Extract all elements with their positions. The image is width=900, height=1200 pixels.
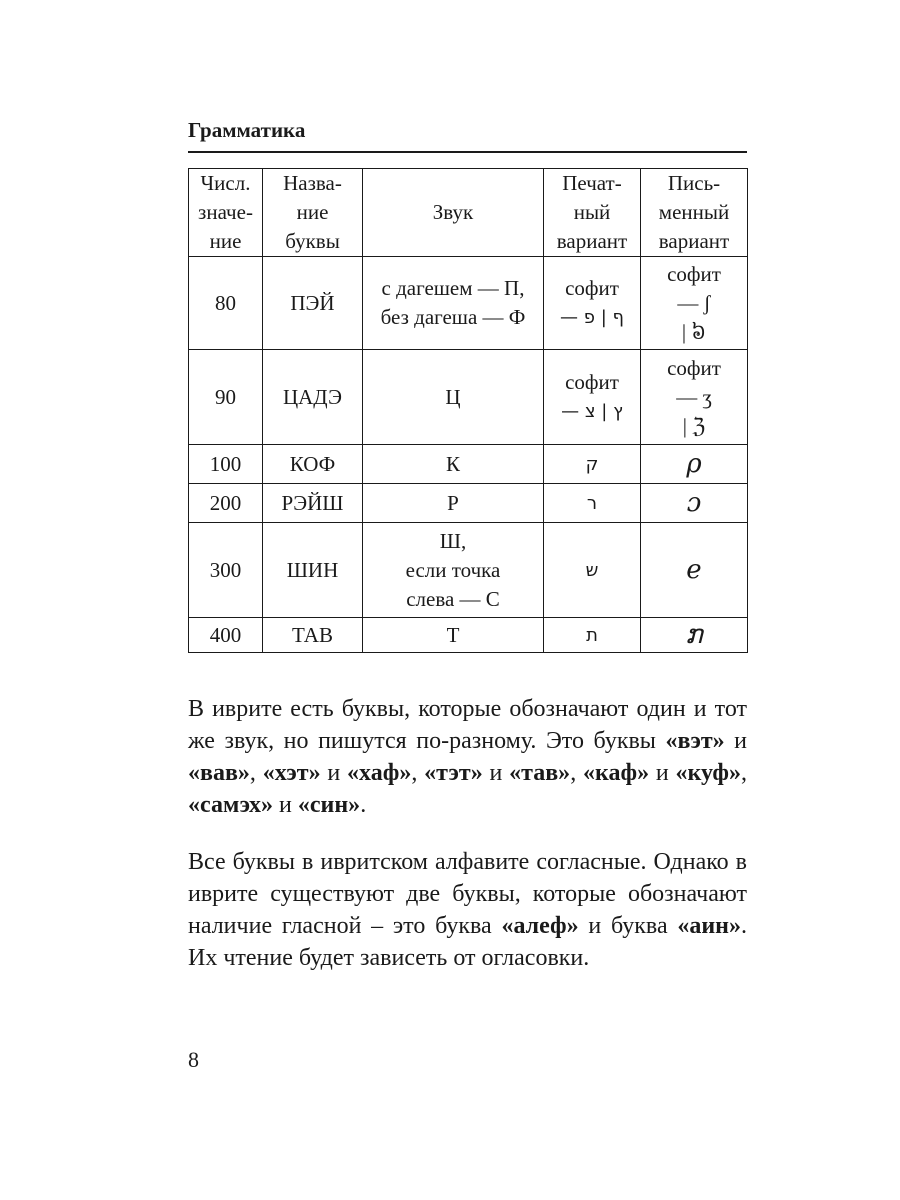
table-row [189,618,748,653]
table-header-row [189,169,748,257]
table-row [189,523,748,618]
hebrew-letters-table [188,168,748,653]
cell-name: ТАВ [263,618,363,653]
page-number: 8 [188,1047,199,1072]
cell-written: софит — ʃ | ៦ [641,257,748,350]
cell-printed: ת [544,618,641,653]
section-title: Грамматика [188,118,306,142]
cell-sound: Ц [363,350,544,445]
cell-written: софит — ʒ | ℨ [641,350,748,445]
cell-sound: К [363,445,544,484]
cell-printed: ק [544,445,641,484]
header-printed: Печат- ный вариант [544,169,641,257]
table-row [189,350,748,445]
table-row [189,257,748,350]
cell-value: 80 [189,257,263,350]
cell-written: ກ [641,618,748,653]
cell-value: 90 [189,350,263,445]
cell-sound: с дагешем — П, без дагеша — Ф [363,257,544,350]
cell-name: РЭЙШ [263,484,363,523]
header-sound: Звук [363,169,544,257]
cell-value: 100 [189,445,263,484]
cell-name: ШИН [263,523,363,618]
header-written: Пись- менный вариант [641,169,748,257]
table-row [189,445,748,484]
cell-written: ρ [641,445,748,484]
cell-written: ɔ [641,484,748,523]
cell-sound: Ш, если точка слева — С [363,523,544,618]
header-value: Числ. значе- ние [189,169,263,257]
cell-value: 300 [189,523,263,618]
paragraph-same-sound-letters: В иврите есть буквы, которые обозначают один и тот же звук, но пишутся по-разному. Это буквы «вэт» и «вав», «хэт» и «хаф», «тэт» и «тав», «каф» и «куф», «самэх» и «син». [188,696,748,818]
table-row [189,484,748,523]
cell-printed: софит — ף | פ [544,257,641,350]
cell-printed: ש [544,523,641,618]
cell-printed: софит — ץ | צ [544,350,641,445]
cell-value: 200 [189,484,263,523]
cell-printed: ר [544,484,641,523]
cell-name: ЦАДЭ [263,350,363,445]
title-rule [188,151,747,153]
cell-name: ПЭЙ [263,257,363,350]
cell-name: КОФ [263,445,363,484]
cell-sound: Т [363,618,544,653]
cell-written: e [641,523,748,618]
cell-value: 400 [189,618,263,653]
header-name: Назва- ние буквы [263,169,363,257]
cell-sound: Р [363,484,544,523]
paragraph-consonants: Все буквы в ивритском алфавите согласные. Однако в иврите существуют две буквы, которые обозначают наличие гласной – это буква «алеф» и буква «аин». Их чтение будет зависеть от огласовки. [188,849,747,971]
